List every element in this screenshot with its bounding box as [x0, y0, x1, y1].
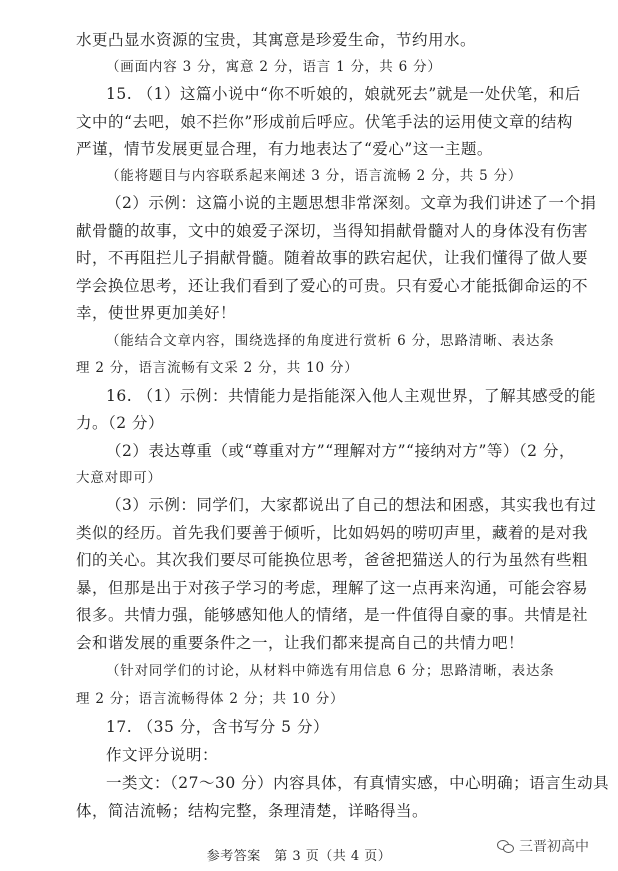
text-line: 献骨髓的故事，文中的娘爱子深切，当得知捐献骨髓对人的身体没有伤害 [76, 222, 589, 240]
page-number-label: 参考答案 第 3 页（共 4 页） [206, 849, 392, 864]
scoring-note: 理 2 分，语言流畅有文采 2 分，共 10 分） [76, 360, 359, 376]
text-line: 们的关心。其次我们要尽可能换位思考，爸爸把猫送人的行为虽然有些粗 [76, 551, 589, 569]
text-line: 文中的“去吧，娘不拦你”形成前后呼应。伏笔手法的运用使文章的结构 [76, 113, 573, 131]
text-line: 幸，使世界更加美好！ [76, 304, 237, 322]
text-line: 类似的经历。首先我们要善于倾听，比如妈妈的唠叨声里，藏着的是对我 [76, 524, 589, 542]
scoring-note: （画面内容 3 分，寓意 2 分，语言 1 分，共 6 分） [106, 59, 442, 75]
text-line: 16. （1）示例：共情能力是指能深入他人主观世界，了解其感受的能 [106, 387, 596, 405]
text-line: 一类文：（27～30 分）内容具体，有真情实感，中心明确；语言生动具 [106, 774, 610, 792]
scoring-note: （针对同学们的讨论，从材料中筛选有用信息 6 分；思路清晰，表达条 [106, 663, 555, 679]
text-line: 15. （1）这篇小说中“你不听娘的，娘就死去”就是一处伏笔，和后 [106, 85, 581, 103]
chat-bubbles-icon [497, 839, 513, 853]
text-line: 力。（2 分） [76, 414, 165, 432]
text-line: 水更凸显水资源的宝贵，其寓意是珍爱生命，节约用水。 [76, 31, 477, 49]
text-line: 会和谐发展的重要条件之一，让我们都来提高自己的共情力吧！ [76, 634, 525, 652]
text-line: 学会换位思考，还让我们看到了爱心的可贵。只有爱心才能抵御命运的不 [76, 277, 589, 295]
text-line: （2）表达尊重（或“尊重对方”“理解对方”“接纳对方”等）（2 分， [106, 442, 575, 460]
text-line: 很多。共情力强，能够感知他人的情绪，是一件值得自豪的事。共情是社 [76, 606, 589, 624]
text-line: （2）示例：这篇小说的主题思想非常深刻。文章为我们讲述了一个捐 [106, 194, 597, 212]
text-line: 17. （35 分，含书写分 5 分） [106, 718, 329, 736]
text-line: 暴，但那是出于对孩子学习的考虑，理解了这一点再来沟通，可能会容易 [76, 579, 589, 597]
text-line: 体，简洁流畅；结构完整，条理清楚，详略得当。 [76, 802, 429, 820]
scoring-note: 理 2 分；语言流畅得体 2 分；共 10 分） [76, 691, 345, 707]
text-line: 大意对即可） [76, 470, 162, 486]
scoring-note: （能将题目与内容联系起来阐述 3 分，语言流畅 2 分，共 5 分） [106, 168, 523, 184]
text-line: 作文评分说明： [106, 746, 219, 764]
scoring-note: （能结合文章内容，围绕选择的角度进行赏析 6 分，思路清晰、表达条 [106, 333, 555, 349]
watermark-text: 三晋初高中 [519, 839, 589, 855]
text-line: 严谨，情节发展更显合理，有力地表达了“爱心”这一主题。 [76, 140, 493, 158]
watermark [497, 836, 589, 856]
text-line: 时，不再阻拦儿子捐献骨髓。随着故事的跌宕起伏，让我们懂得了做人要 [76, 249, 589, 267]
text-line: （3）示例：同学们，大家都说出了自己的想法和困惑，其实我也有过 [106, 496, 597, 514]
